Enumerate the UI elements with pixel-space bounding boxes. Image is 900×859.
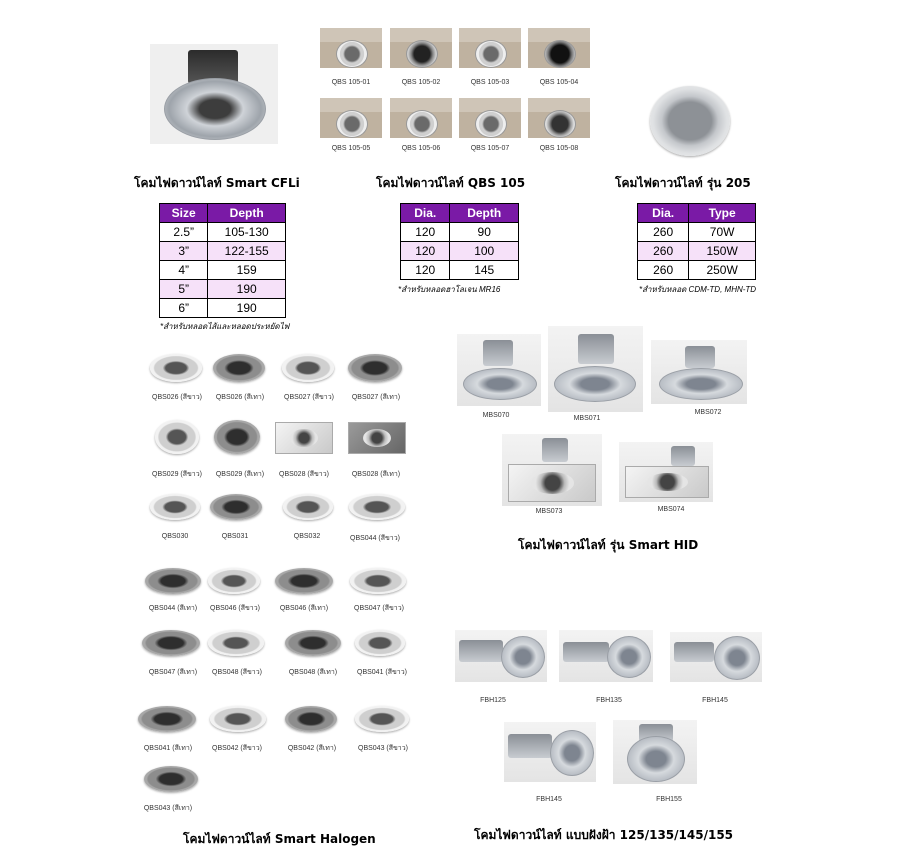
table-cell: 190 [208, 280, 286, 299]
product-photo [145, 568, 201, 594]
product-caption: FBH125 [480, 697, 506, 704]
product-caption: MBS074 [657, 506, 685, 513]
product-caption: MBS072 [694, 409, 722, 416]
product-caption: FBH155 [656, 796, 682, 803]
product-caption: QBS047 (สีขาว) [354, 605, 404, 612]
smart-halogen-title: โคมไฟดาวน์ไลท์ Smart Halogen [183, 832, 376, 846]
product-photo [282, 354, 334, 382]
product-photo [283, 494, 333, 520]
product-photo [285, 630, 341, 656]
qbs105-table [400, 203, 519, 280]
product-photo [348, 354, 402, 382]
model205-title: โคมไฟดาวน์ไลท์ รุ่น 205 [615, 176, 751, 190]
product-photo [285, 706, 337, 732]
product-caption: QBS043 (สีขาว) [358, 745, 408, 752]
product-caption: QBS044 (สีเทา) [148, 605, 198, 612]
product-photo [150, 494, 200, 520]
table-header: Depth [450, 204, 519, 223]
product-photo [144, 766, 198, 792]
product-caption: QBS029 (สีขาว) [152, 471, 202, 478]
product-caption: MBS071 [573, 415, 601, 422]
product-photo [390, 98, 452, 138]
smart-cfli-note: *สำหรับหลอดไส้และหลอดประหยัดไฟ [160, 322, 290, 331]
product-photo [457, 334, 541, 406]
table-header: Depth [208, 204, 286, 223]
product-caption: QBS026 (สีเทา) [215, 394, 265, 401]
model205-photo [650, 86, 730, 156]
product-caption: QBS029 (สีเทา) [215, 471, 265, 478]
product-photo [275, 422, 333, 454]
product-caption: QBS028 (สีขาว) [279, 471, 329, 478]
product-caption: QBS 105-07 [470, 145, 510, 152]
table-cell: 70W [689, 223, 756, 242]
product-photo [390, 28, 452, 68]
product-photo [320, 28, 382, 68]
smart-cfli-table [159, 203, 286, 318]
fbh-title: โคมไฟดาวน์ไลท์ แบบฝังฝ้า 125/135/145/155 [474, 828, 734, 842]
product-caption: QBS 105-02 [401, 79, 441, 86]
product-photo [320, 98, 382, 138]
product-photo [651, 340, 747, 404]
product-caption: QBS041 (สีเทา) [143, 745, 193, 752]
table-cell: 105-130 [208, 223, 286, 242]
product-photo [155, 420, 199, 454]
model205-note: *สำหรับหลอด CDM-TD, MHN-TD [639, 285, 757, 294]
model205-table [637, 203, 756, 280]
product-caption: QBS 105-01 [331, 79, 371, 86]
product-photo [349, 494, 405, 520]
product-caption: QBS041 (สีขาว) [357, 669, 407, 676]
product-caption: QBS 105-06 [401, 145, 441, 152]
product-caption: MBS073 [535, 508, 563, 515]
product-caption: QBS030 [161, 533, 189, 540]
table-cell: 120 [401, 223, 450, 242]
product-photo [613, 720, 697, 784]
product-photo [528, 28, 590, 68]
product-caption: QBS032 [293, 533, 321, 540]
product-photo [548, 326, 643, 412]
table-cell: 260 [638, 261, 689, 280]
product-photo [459, 98, 521, 138]
product-caption: QBS 105-05 [331, 145, 371, 152]
table-cell: 4” [160, 261, 208, 280]
product-caption: QBS027 (สีเทา) [351, 394, 401, 401]
smart-hid-title: โคมไฟดาวน์ไลท์ รุ่น Smart HID [518, 538, 699, 552]
table-cell: 260 [638, 242, 689, 261]
product-photo [455, 630, 547, 682]
table-cell: 145 [450, 261, 519, 280]
product-caption: QBS027 (สีขาว) [284, 394, 334, 401]
table-header: Size [160, 204, 208, 223]
product-caption: QBS031 [221, 533, 249, 540]
table-cell: 260 [638, 223, 689, 242]
product-photo [210, 706, 266, 732]
table-cell: 150W [689, 242, 756, 261]
product-photo [355, 630, 405, 656]
table-cell: 190 [208, 299, 286, 318]
table-cell: 6” [160, 299, 208, 318]
product-caption: QBS028 (สีเทา) [351, 471, 401, 478]
product-photo [528, 98, 590, 138]
smart-cfli-photo [150, 44, 278, 144]
product-caption: FBH135 [596, 697, 622, 704]
qbs105-title: โคมไฟดาวน์ไลท์ QBS 105 [376, 176, 526, 190]
product-caption: QBS042 (สีเทา) [287, 745, 337, 752]
table-cell: 120 [401, 242, 450, 261]
product-caption: QBS 105-08 [539, 145, 579, 152]
table-cell: 120 [401, 261, 450, 280]
table-header: Dia. [401, 204, 450, 223]
qbs105-note: *สำหรับหลอดฮาโลเจน MR16 [398, 285, 501, 294]
table-cell: 90 [450, 223, 519, 242]
table-cell: 250W [689, 261, 756, 280]
product-caption: QBS 105-04 [539, 79, 579, 86]
smart-cfli-title: โคมไฟดาวน์ไลท์ Smart CFLi [134, 176, 300, 190]
product-caption: FBH145 [536, 796, 562, 803]
product-photo [208, 568, 260, 594]
product-photo [213, 354, 265, 382]
table-cell: 159 [208, 261, 286, 280]
product-photo [214, 420, 260, 454]
product-caption: MBS070 [482, 412, 510, 419]
table-header: Type [689, 204, 756, 223]
product-photo [210, 494, 262, 520]
product-caption: QBS044 (สีขาว) [350, 535, 400, 542]
table-cell: 5” [160, 280, 208, 299]
table-header: Dia. [638, 204, 689, 223]
product-caption: FBH145 [702, 697, 728, 704]
product-photo [504, 722, 596, 782]
product-caption: QBS043 (สีเทา) [143, 805, 193, 812]
product-photo [502, 434, 602, 506]
product-photo [142, 630, 200, 656]
product-photo [350, 568, 406, 594]
product-caption: QBS048 (สีขาว) [212, 669, 262, 676]
product-caption: QBS046 (สีขาว) [210, 605, 260, 612]
product-caption: QBS048 (สีเทา) [288, 669, 338, 676]
product-photo [208, 630, 264, 656]
product-photo [459, 28, 521, 68]
product-caption: QBS046 (สีเทา) [279, 605, 329, 612]
product-caption: QBS026 (สีขาว) [152, 394, 202, 401]
product-caption: QBS047 (สีเทา) [148, 669, 198, 676]
table-cell: 2.5” [160, 223, 208, 242]
product-caption: QBS042 (สีขาว) [212, 745, 262, 752]
product-photo [348, 422, 406, 454]
product-photo [355, 706, 409, 732]
product-photo [150, 354, 202, 382]
product-photo [619, 442, 713, 502]
product-photo [559, 630, 653, 682]
table-cell: 122-155 [208, 242, 286, 261]
product-caption: QBS 105-03 [470, 79, 510, 86]
product-photo [275, 568, 333, 594]
product-photo [670, 632, 762, 682]
product-photo [138, 706, 196, 732]
table-cell: 3” [160, 242, 208, 261]
table-cell: 100 [450, 242, 519, 261]
